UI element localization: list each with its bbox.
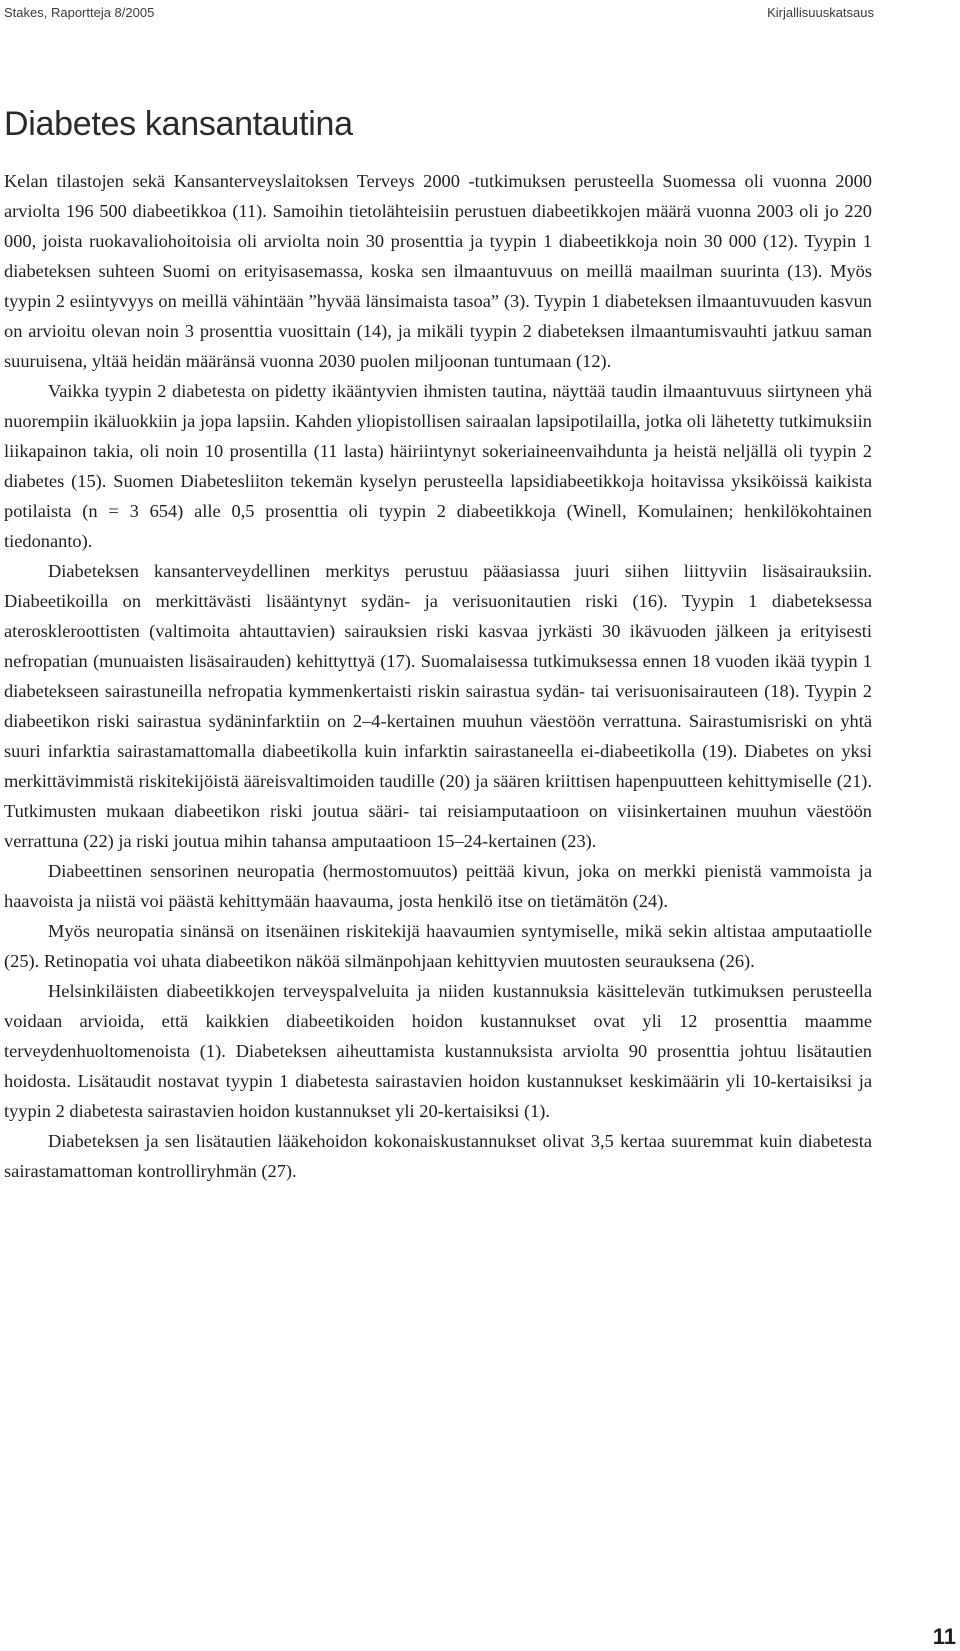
paragraph: Kelan tilastojen sekä Kansanterveyslaitoksen Terveys 2000 -tutkimuksen perusteella Suomessa oli vuonna 2000 arviolta 196 500 diabeetikkoa (11). Samoihin tietolähteisiin perustuen diabeetikkojen määrä vuonna 2003 oli jo 220 000, joista ruokavaliohoitoisia oli arviolta noin 30 prosenttia ja tyypin 1 diabeetikkoja noin 30 000 (12). Tyypin 1 diabeteksen suhteen Suomi on erityisasemassa, koska sen ilmaantuvuus on meillä maailman suurinta (13). Myös tyypin 2 esiintyvyys on meillä vähintään ”hyvää länsimaista tasoa” (3). Tyypin 1 diabeteksen ilmaantuvuuden kasvun on arvioitu olevan noin 3 prosenttia vuosittain (14), ja mikäli tyypin 2 diabeteksen ilmaantumisvauhti jatkuu saman suuruisena, yltää heidän määränsä vuonna 2030 puolen miljoonan tuntumaan (12).	[4, 171, 872, 371]
paragraph: Diabeettinen sensorinen neuropatia (hermostomuutos) peittää kivun, joka on merkki pienistä vammoista ja haavoista ja niistä voi päästä kehittymään haavauma, josta henkilö itse on tietämätön (24).	[4, 861, 872, 911]
page-title: Diabetes kansantautina	[4, 105, 353, 143]
body-text	[4, 166, 872, 1186]
paragraph: Diabeteksen kansanterveydellinen merkitys perustuu pääasiassa juuri siihen liittyviin lisäsairauksiin. Diabeetikoilla on merkittävästi lisääntynyt sydän- ja verisuonitautien riski (16). Tyypin 1 diabeteksessa ateroskleroottisten (valtimoita ahtauttavien) sairauksien riski kasvaa jyrkästi 30 ikävuoden jälkeen ja erityisesti nefropatian (munuaisten lisäsairauden) kehittyttyä (17). Suomalaisessa tutkimuksessa ennen 18 vuoden ikää tyypin 1 diabetekseen sairastuneilla nefropatia kymmenkertaisti riskin sairastua sydän- tai verisuonisairauteen (18). Tyypin 2 diabeetikon riski sairastua sydäninfarktiin on 2–4-kertainen muuhun väestöön verrattuna. Sairastumisriski on yhtä suuri infarktia sairastamattomalla diabeetikolla kuin infarktin sairastaneella ei-diabeetikolla (19). Diabetes on yksi merkittävimmistä riskitekijöistä ääreisvaltimoiden taudille (20) ja säären kriittisen hapenpuutteen kehittymiselle (21). Tutkimusten mukaan diabeetikon riski joutua sääri- tai reisiamputaatioon on viisinkertainen muuhun väestöön verrattuna (22) ja riski joutua mihin tahansa amputaatioon 15–24-kertainen (23).	[4, 561, 872, 851]
page-number: 11	[932, 1624, 956, 1649]
paragraph: Diabeteksen ja sen lisätautien lääkehoidon kokonaiskustannukset olivat 3,5 kertaa suuremmat kuin diabetesta sairastamattoman kontrolliryhmän (27).	[4, 1131, 872, 1181]
header-section: Kirjallisuuskatsaus	[767, 4, 874, 20]
running-header	[4, 0, 874, 24]
paragraph: Helsinkiläisten diabeetikkojen terveyspalveluita ja niiden kustannuksia käsittelevän tutkimuksen perusteella voidaan arvioida, että kaikkien diabeetikoiden hoidon kustannukset ovat yli 12 prosenttia maamme terveydenhuoltomenoista (1). Diabeteksen aiheuttamista kustannuksista arviolta 90 prosenttia johtuu lisätautien hoidosta. Lisätaudit nostavat tyypin 1 diabetesta sairastavien hoidon kustannukset keskimäärin yli 10-kertaisiksi ja tyypin 2 diabetesta sairastavien hoidon kustannukset yli 20-kertaisiksi (1).	[4, 981, 872, 1121]
paragraph: Myös neuropatia sinänsä on itsenäinen riskitekijä haavaumien syntymiselle, mikä sekin altistaa amputaatiolle (25). Retinopatia voi uhata diabeetikon näköä silmänpohjaan kehittyvien muutosten seurauksena (26).	[4, 921, 872, 971]
header-publication: Stakes, Raportteja 8/2005	[4, 4, 155, 20]
paragraph: Vaikka tyypin 2 diabetesta on pidetty ikääntyvien ihmisten tautina, näyttää taudin ilmaantuvuus siirtyneen yhä nuorempiin ikäluokkiin ja jopa lapsiin. Kahden yliopistollisen sairaalan lapsipotilailla, jotka oli lähetetty tutkimuksiin liikapainon takia, oli noin 10 prosentilla (11 lasta) häiriintynyt sokeriaineenvaihdunta ja heistä neljällä oli tyypin 2 diabetes (15). Suomen Diabetesliiton tekemän kyselyn perusteella lapsidiabeetikkoja hoitavissa yksiköissä kaikista potilaista (n = 3 654) alle 0,5 prosenttia oli tyypin 2 diabeetikkoja (Winell, Komulainen; henkilökohtainen tiedonanto).	[4, 381, 872, 551]
